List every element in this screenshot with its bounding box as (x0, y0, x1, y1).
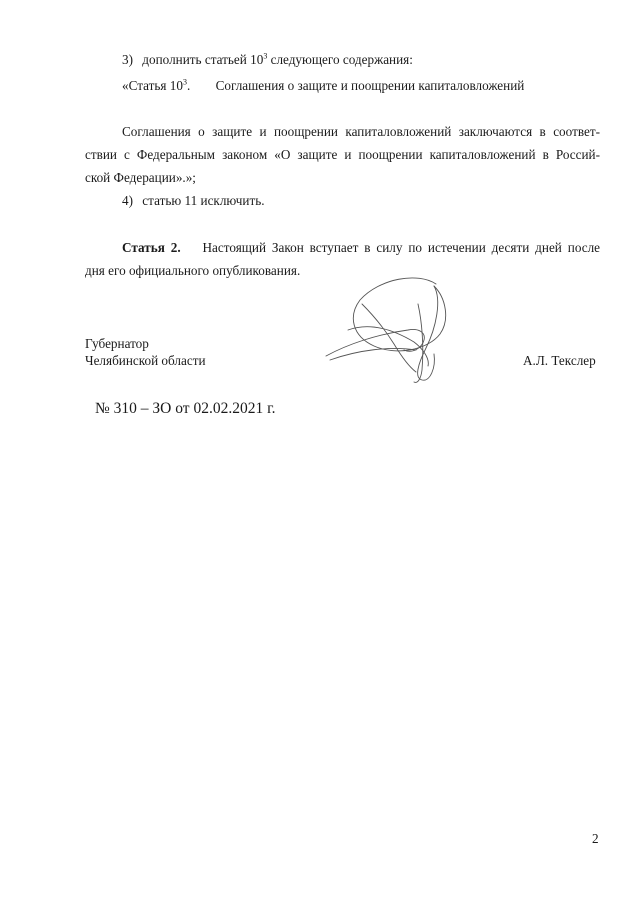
article-2-line-1 (122, 239, 600, 256)
article-10-3-suffix: . (186, 78, 191, 93)
article-2-text-1: Настоящий Закон вступает в силу по истечении десяти дней после (202, 240, 601, 255)
item-4-text: статью 11 исключить. (142, 193, 265, 208)
signatory-name: А.Л. Текслер (523, 353, 596, 368)
item-3-text-before: дополнить статьей 10 (142, 52, 264, 67)
item-3-number: 3) (122, 52, 133, 67)
article-10-3-heading (122, 77, 524, 94)
article-body-line-2: ствии с Федеральным законом «О защите и поощрении капиталовложений в Россий- (85, 147, 600, 162)
article-10-3-prefix: «Статья 10 (122, 78, 183, 93)
article-body-line-3: ской Федерации».»; (85, 170, 196, 185)
item-3-text-after: следующего содержания: (267, 52, 413, 67)
law-number-date: № 310 – ЗО от 02.02.2021 г. (95, 400, 276, 417)
page-number: 2 (592, 831, 599, 846)
article-2-label: Статья 2. (122, 240, 181, 255)
article-10-3-superscript: 3 (182, 77, 187, 87)
item-3-superscript: 3 (263, 51, 268, 61)
item-3-line (122, 51, 413, 68)
signatory-title-line-1: Губернатор (85, 336, 149, 351)
article-2-line-2: дня его официального опубликования. (85, 263, 301, 278)
article-body-line-1: Соглашения о защите и поощрении капиталовложений заключаются в соответ- (122, 124, 600, 139)
article-10-3-title: Соглашения о защите и поощрении капиталовложений (215, 78, 525, 93)
item-4-number: 4) (122, 193, 133, 208)
item-4-line (122, 192, 265, 209)
signatory-title-line-2: Челябинской области (85, 353, 206, 368)
handwritten-signature (318, 270, 458, 388)
item-3-text (142, 52, 413, 67)
